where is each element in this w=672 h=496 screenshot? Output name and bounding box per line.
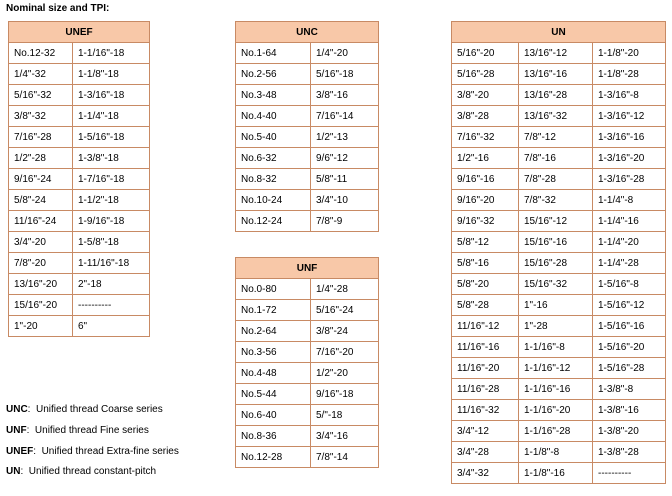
table-row	[236, 279, 379, 300]
table-cell: 3/4"-32	[452, 463, 519, 484]
table-cell: 1-1/8"-20	[593, 43, 666, 64]
table-cell: 1-1/8"-28	[593, 64, 666, 85]
unef-header: UNEF	[9, 22, 150, 43]
table-cell: 5/16"-20	[452, 43, 519, 64]
table-cell: 1-3/8"-8	[593, 379, 666, 400]
table-cell: 1-1/16"-20	[519, 400, 593, 421]
table-cell: 15/16"-28	[519, 253, 593, 274]
table-row	[452, 421, 666, 442]
table-cell: 1-1/16"-16	[519, 379, 593, 400]
table-cell: 7/8"-28	[519, 169, 593, 190]
legend-text: Unified thread Extra-fine series	[41, 446, 179, 457]
table-cell: 7/8"-32	[519, 190, 593, 211]
table-cell: 1-3/16"-8	[593, 85, 666, 106]
table-cell: No.2-56	[236, 64, 311, 85]
table-cell: No.1-72	[236, 300, 311, 321]
table-cell: 5/8"-11	[311, 169, 379, 190]
page-title: Nominal size and TPI:	[6, 3, 110, 14]
table-row	[452, 379, 666, 400]
table-cell: 1-3/16"-12	[593, 106, 666, 127]
table-cell: No.0-80	[236, 279, 311, 300]
table-cell: 11/16"-16	[452, 337, 519, 358]
table-row	[452, 64, 666, 85]
legend-item: UNF: Unified thread Fine series	[6, 425, 149, 436]
table-cell: No.8-36	[236, 426, 311, 447]
table-cell: 13/16"-12	[519, 43, 593, 64]
unf-header: UNF	[236, 258, 379, 279]
table-row	[452, 85, 666, 106]
table-cell: 13/16"-16	[519, 64, 593, 85]
table-cell: 1-11/16"-18	[73, 253, 150, 274]
table-cell: 7/8"-16	[519, 148, 593, 169]
table-cell: 6"	[73, 316, 150, 337]
table-cell: 5/16"-18	[311, 64, 379, 85]
table-row	[236, 300, 379, 321]
table-cell: 1-1/16"-28	[519, 421, 593, 442]
table-row	[236, 342, 379, 363]
table-cell: 1-5/16"-28	[593, 358, 666, 379]
table-cell: 1/2"-28	[9, 148, 73, 169]
table-row	[9, 43, 150, 64]
table-cell: 1-7/16"-18	[73, 169, 150, 190]
table-row	[452, 43, 666, 64]
table-cell: No.6-32	[236, 148, 311, 169]
table-cell: 1-3/8"-16	[593, 400, 666, 421]
table-cell: 5/"-18	[311, 405, 379, 426]
un-header: UN	[452, 22, 666, 43]
legend-item: UN: Unified thread constant-pitch	[6, 466, 157, 477]
table-cell: 11/16"-32	[452, 400, 519, 421]
table-cell: No.4-40	[236, 106, 311, 127]
table-row	[9, 169, 150, 190]
unf-table	[235, 257, 379, 468]
table-cell: 3/4"-12	[452, 421, 519, 442]
table-cell: 3/4"-10	[311, 190, 379, 211]
table-row	[236, 43, 379, 64]
table-cell: 1-5/16"-16	[593, 316, 666, 337]
table-cell: No.5-44	[236, 384, 311, 405]
legend-abbr: UNEF	[6, 446, 34, 457]
table-row	[9, 148, 150, 169]
table-cell: 2"-18	[73, 274, 150, 295]
table-cell: 13/16"-32	[519, 106, 593, 127]
table-cell: 5/16"-28	[452, 64, 519, 85]
table-row	[236, 384, 379, 405]
table-cell: No.3-56	[236, 342, 311, 363]
table-cell: 11/16"-12	[452, 316, 519, 337]
table-row	[9, 295, 150, 316]
table-cell: 7/8"-9	[311, 211, 379, 232]
table-cell: 1-3/16"-20	[593, 148, 666, 169]
table-cell: 1-5/16"-20	[593, 337, 666, 358]
table-cell: 1-1/4"-20	[593, 232, 666, 253]
table-row	[452, 211, 666, 232]
legend-item: UNC: Unified thread Coarse series	[6, 404, 163, 415]
table-row	[236, 106, 379, 127]
table-cell: 1-1/4"-28	[593, 253, 666, 274]
table-cell: No.12-32	[9, 43, 73, 64]
table-cell: 1-1/4"-8	[593, 190, 666, 211]
table-row	[452, 463, 666, 484]
table-cell: 1/2"-16	[452, 148, 519, 169]
table-cell: 7/16"-32	[452, 127, 519, 148]
table-cell: 1-1/2"-18	[73, 190, 150, 211]
table-cell: 5/8"-28	[452, 295, 519, 316]
table-row	[452, 190, 666, 211]
table-row	[452, 274, 666, 295]
table-row	[452, 400, 666, 421]
table-row	[236, 447, 379, 468]
table-row	[236, 321, 379, 342]
table-cell: 1"-20	[9, 316, 73, 337]
table-cell: No.10-24	[236, 190, 311, 211]
table-cell: 5/16"-24	[311, 300, 379, 321]
table-cell: 9/16"-16	[452, 169, 519, 190]
table-cell: 9/16"-32	[452, 211, 519, 232]
table-cell: 7/16"-28	[9, 127, 73, 148]
table-cell: 3/8"-20	[452, 85, 519, 106]
table-row	[9, 232, 150, 253]
table-cell: 3/4"-28	[452, 442, 519, 463]
table-row	[9, 274, 150, 295]
table-cell: 1-3/16"-28	[593, 169, 666, 190]
table-cell: 5/8"-16	[452, 253, 519, 274]
table-cell: No.8-32	[236, 169, 311, 190]
table-cell: 1-5/16"-8	[593, 274, 666, 295]
table-row	[452, 232, 666, 253]
table-cell: 1-3/8"-20	[593, 421, 666, 442]
table-row	[9, 127, 150, 148]
table-row	[9, 316, 150, 337]
table-row	[9, 253, 150, 274]
table-cell: 13/16"-20	[9, 274, 73, 295]
legend-text: Unified thread Coarse series	[36, 404, 163, 415]
table-cell: 5/8"-12	[452, 232, 519, 253]
table-cell: 1-5/16"-18	[73, 127, 150, 148]
legend-text: Unified thread Fine series	[34, 425, 149, 436]
table-row	[236, 169, 379, 190]
table-cell: 1-3/8"-18	[73, 148, 150, 169]
un-table	[451, 21, 666, 484]
table-cell: 9/16"-20	[452, 190, 519, 211]
table-cell: 7/16"-14	[311, 106, 379, 127]
table-cell: 1-5/16"-12	[593, 295, 666, 316]
table-row	[236, 426, 379, 447]
table-cell: 5/8"-20	[452, 274, 519, 295]
table-row	[9, 106, 150, 127]
table-row	[236, 127, 379, 148]
legend-text: Unified thread constant-pitch	[28, 466, 157, 477]
table-row	[452, 295, 666, 316]
table-cell: 9/16"-18	[311, 384, 379, 405]
table-cell: 5/16"-32	[9, 85, 73, 106]
table-cell: 1-1/4"-16	[593, 211, 666, 232]
table-row	[452, 337, 666, 358]
table-cell: 7/16"-20	[311, 342, 379, 363]
table-cell: 3/8"-16	[311, 85, 379, 106]
table-cell: 7/8"-12	[519, 127, 593, 148]
table-cell: 1/4"-28	[311, 279, 379, 300]
table-row	[236, 85, 379, 106]
table-cell: 1"-28	[519, 316, 593, 337]
table-cell: 15/16"-20	[9, 295, 73, 316]
table-cell: 9/6"-12	[311, 148, 379, 169]
table-cell: 5/8"-24	[9, 190, 73, 211]
table-cell: 1-1/4"-18	[73, 106, 150, 127]
unc-header: UNC	[236, 22, 379, 43]
table-row	[452, 106, 666, 127]
unef-table	[8, 21, 150, 337]
table-row	[236, 148, 379, 169]
table-cell: 1-1/16"-12	[519, 358, 593, 379]
table-cell: No.3-48	[236, 85, 311, 106]
table-cell: No.1-64	[236, 43, 311, 64]
legend-item: UNEF: Unified thread Extra-fine series	[6, 446, 179, 457]
table-cell: 1-1/8"-18	[73, 64, 150, 85]
table-cell: 1-9/16"-18	[73, 211, 150, 232]
table-row	[236, 190, 379, 211]
table-cell: No.2-64	[236, 321, 311, 342]
table-row	[452, 169, 666, 190]
table-cell: 3/4"-20	[9, 232, 73, 253]
table-cell: 13/16"-28	[519, 85, 593, 106]
table-cell: 15/16"-32	[519, 274, 593, 295]
table-row	[9, 190, 150, 211]
table-row	[452, 442, 666, 463]
table-cell: 15/16"-16	[519, 232, 593, 253]
table-row	[452, 316, 666, 337]
table-cell: No.6-40	[236, 405, 311, 426]
table-row	[236, 211, 379, 232]
table-row	[452, 148, 666, 169]
table-cell: No.12-28	[236, 447, 311, 468]
table-row	[236, 64, 379, 85]
table-cell: 1-3/16"-16	[593, 127, 666, 148]
table-cell: 3/8"-32	[9, 106, 73, 127]
table-cell: No.4-48	[236, 363, 311, 384]
table-cell: 9/16"-24	[9, 169, 73, 190]
table-cell: 7/8"-14	[311, 447, 379, 468]
table-cell: 1-1/8"-8	[519, 442, 593, 463]
table-cell: ----------	[593, 463, 666, 484]
table-cell: 1-1/16"-8	[519, 337, 593, 358]
table-cell: 1-3/16"-18	[73, 85, 150, 106]
table-row	[452, 127, 666, 148]
table-row	[236, 363, 379, 384]
table-cell: 15/16"-12	[519, 211, 593, 232]
table-row	[236, 405, 379, 426]
table-cell: 1-1/16"-18	[73, 43, 150, 64]
table-row	[9, 64, 150, 85]
table-cell: 1-3/8"-28	[593, 442, 666, 463]
legend-abbr: UNC	[6, 404, 28, 415]
table-row	[9, 85, 150, 106]
table-row	[9, 211, 150, 232]
table-cell: 11/16"-24	[9, 211, 73, 232]
table-cell: 1-1/8"-16	[519, 463, 593, 484]
table-row	[452, 253, 666, 274]
legend-abbr: UN	[6, 466, 21, 477]
unc-table	[235, 21, 379, 232]
table-cell: 11/16"-28	[452, 379, 519, 400]
table-cell: 1/2"-13	[311, 127, 379, 148]
table-cell: 7/8"-20	[9, 253, 73, 274]
table-row	[452, 358, 666, 379]
table-cell: 11/16"-20	[452, 358, 519, 379]
table-cell: 3/4"-16	[311, 426, 379, 447]
table-cell: 1"-16	[519, 295, 593, 316]
table-cell: No.5-40	[236, 127, 311, 148]
legend-abbr: UNF	[6, 425, 27, 436]
table-cell: 1-5/8"-18	[73, 232, 150, 253]
table-cell: 3/8"-24	[311, 321, 379, 342]
table-cell: 1/4"-32	[9, 64, 73, 85]
table-cell: 3/8"-28	[452, 106, 519, 127]
table-cell: 1/2"-20	[311, 363, 379, 384]
table-cell: 1/4"-20	[311, 43, 379, 64]
table-cell: ----------	[73, 295, 150, 316]
table-cell: No.12-24	[236, 211, 311, 232]
